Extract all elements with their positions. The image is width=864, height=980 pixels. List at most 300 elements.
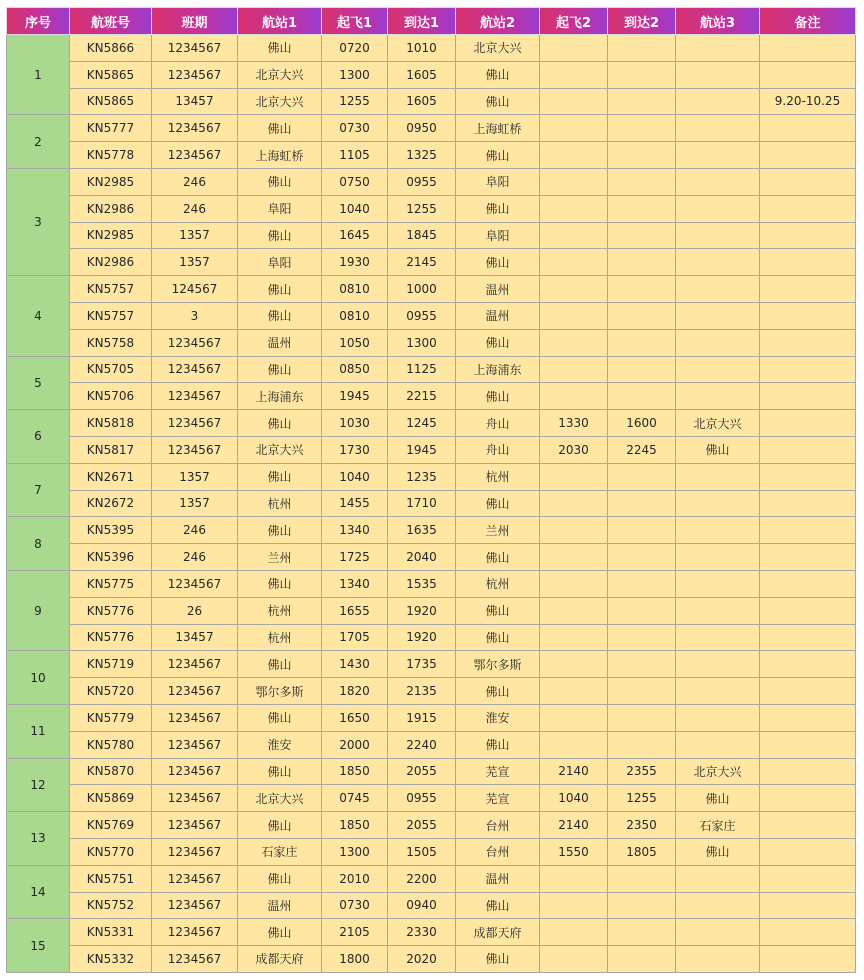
flight-no-cell: KN5705 <box>70 356 152 383</box>
remarks-cell <box>760 624 856 651</box>
station-1-cell: 上海虹桥 <box>238 142 322 169</box>
schedule-cell: 1234567 <box>152 356 238 383</box>
arrive-2-cell: 2350 <box>608 812 676 839</box>
table-row <box>7 222 856 249</box>
table-row <box>7 383 856 410</box>
arrive-1-cell: 1845 <box>388 222 456 249</box>
schedule-cell: 1234567 <box>152 142 238 169</box>
station-3-cell <box>676 168 760 195</box>
schedule-cell: 246 <box>152 168 238 195</box>
remarks-cell <box>760 919 856 946</box>
flight-no-cell: KN5779 <box>70 704 152 731</box>
flight-no-cell: KN5331 <box>70 919 152 946</box>
remarks-cell <box>760 329 856 356</box>
flight-no-cell: KN5396 <box>70 544 152 571</box>
depart-1-cell: 1040 <box>322 195 388 222</box>
table-row <box>7 865 856 892</box>
remarks-cell <box>760 35 856 62</box>
table-row <box>7 249 856 276</box>
station-2-cell: 佛山 <box>456 142 540 169</box>
flight-no-cell: KN5817 <box>70 436 152 463</box>
depart-1-cell: 1105 <box>322 142 388 169</box>
station-1-cell: 淮安 <box>238 731 322 758</box>
arrive-2-cell <box>608 517 676 544</box>
station-3-cell <box>676 356 760 383</box>
arrive-2-cell <box>608 946 676 973</box>
station-3-cell <box>676 302 760 329</box>
schedule-cell: 246 <box>152 544 238 571</box>
flight-no-cell: KN5395 <box>70 517 152 544</box>
station-3-cell: 石家庄 <box>676 812 760 839</box>
schedule-cell: 1234567 <box>152 704 238 731</box>
station-3-cell <box>676 249 760 276</box>
station-2-cell: 佛山 <box>456 329 540 356</box>
schedule-cell: 1357 <box>152 490 238 517</box>
schedule-cell: 1357 <box>152 222 238 249</box>
arrive-1-cell: 2200 <box>388 865 456 892</box>
schedule-cell: 1234567 <box>152 758 238 785</box>
depart-2-cell: 2140 <box>540 812 608 839</box>
arrive-1-cell: 0950 <box>388 115 456 142</box>
table-row <box>7 517 856 544</box>
station-1-cell: 佛山 <box>238 517 322 544</box>
station-2-cell: 淮安 <box>456 704 540 731</box>
depart-1-cell: 2010 <box>322 865 388 892</box>
station-1-cell: 北京大兴 <box>238 785 322 812</box>
depart-1-cell: 0730 <box>322 115 388 142</box>
schedule-cell: 13457 <box>152 624 238 651</box>
remarks-cell <box>760 249 856 276</box>
header-arrive-1: 到达1 <box>388 8 456 35</box>
table-row <box>7 758 856 785</box>
arrive-2-cell <box>608 222 676 249</box>
table-body <box>7 35 856 973</box>
station-2-cell: 佛山 <box>456 544 540 571</box>
station-3-cell <box>676 142 760 169</box>
flight-no-cell: KN5770 <box>70 838 152 865</box>
remarks-cell <box>760 276 856 303</box>
remarks-cell <box>760 195 856 222</box>
depart-1-cell: 1725 <box>322 544 388 571</box>
depart-2-cell <box>540 865 608 892</box>
depart-2-cell <box>540 195 608 222</box>
arrive-1-cell: 2240 <box>388 731 456 758</box>
table-row <box>7 597 856 624</box>
station-1-cell: 佛山 <box>238 35 322 62</box>
arrive-2-cell <box>608 651 676 678</box>
schedule-cell: 1234567 <box>152 570 238 597</box>
station-3-cell <box>676 329 760 356</box>
table-row <box>7 570 856 597</box>
table-row <box>7 838 856 865</box>
group-index-cell: 9 <box>7 570 70 650</box>
station-2-cell: 上海浦东 <box>456 356 540 383</box>
depart-2-cell <box>540 168 608 195</box>
header-row <box>7 8 856 35</box>
remarks-cell <box>760 812 856 839</box>
depart-2-cell <box>540 544 608 571</box>
station-1-cell: 佛山 <box>238 302 322 329</box>
depart-1-cell: 0730 <box>322 892 388 919</box>
group-index-cell: 5 <box>7 356 70 410</box>
header-arrive-2: 到达2 <box>608 8 676 35</box>
schedule-cell: 1234567 <box>152 329 238 356</box>
arrive-2-cell <box>608 731 676 758</box>
header-station-1: 航站1 <box>238 8 322 35</box>
flight-no-cell: KN5757 <box>70 276 152 303</box>
table-row <box>7 276 856 303</box>
station-2-cell: 芜宣 <box>456 785 540 812</box>
table-row <box>7 704 856 731</box>
remarks-cell <box>760 142 856 169</box>
arrive-2-cell <box>608 356 676 383</box>
arrive-2-cell <box>608 302 676 329</box>
remarks-cell <box>760 946 856 973</box>
schedule-cell: 1234567 <box>152 785 238 812</box>
depart-1-cell: 1820 <box>322 678 388 705</box>
station-3-cell <box>676 544 760 571</box>
station-3-cell <box>676 678 760 705</box>
station-2-cell: 成都天府 <box>456 919 540 946</box>
flight-no-cell: KN5706 <box>70 383 152 410</box>
table-row <box>7 410 856 437</box>
remarks-cell <box>760 651 856 678</box>
arrive-2-cell <box>608 115 676 142</box>
station-2-cell: 佛山 <box>456 249 540 276</box>
table-row <box>7 624 856 651</box>
arrive-1-cell: 1710 <box>388 490 456 517</box>
table-row <box>7 544 856 571</box>
depart-1-cell: 1300 <box>322 838 388 865</box>
schedule-cell: 3 <box>152 302 238 329</box>
remarks-cell <box>760 61 856 88</box>
station-3-cell: 北京大兴 <box>676 758 760 785</box>
table-row <box>7 329 856 356</box>
station-1-cell: 佛山 <box>238 115 322 142</box>
arrive-2-cell <box>608 597 676 624</box>
flight-no-cell: KN5751 <box>70 865 152 892</box>
arrive-1-cell: 1325 <box>388 142 456 169</box>
schedule-cell: 1234567 <box>152 651 238 678</box>
depart-2-cell: 1550 <box>540 838 608 865</box>
arrive-2-cell <box>608 570 676 597</box>
table-row <box>7 812 856 839</box>
schedule-cell: 1234567 <box>152 731 238 758</box>
arrive-2-cell <box>608 88 676 115</box>
depart-1-cell: 1050 <box>322 329 388 356</box>
depart-1-cell: 1650 <box>322 704 388 731</box>
arrive-1-cell: 1255 <box>388 195 456 222</box>
schedule-cell: 1234567 <box>152 919 238 946</box>
schedule-cell: 1234567 <box>152 946 238 973</box>
station-1-cell: 阜阳 <box>238 195 322 222</box>
depart-2-cell <box>540 356 608 383</box>
header-station-3: 航站3 <box>676 8 760 35</box>
schedule-cell: 1357 <box>152 463 238 490</box>
depart-1-cell: 0745 <box>322 785 388 812</box>
remarks-cell <box>760 570 856 597</box>
station-2-cell: 舟山 <box>456 410 540 437</box>
station-1-cell: 杭州 <box>238 597 322 624</box>
depart-2-cell <box>540 919 608 946</box>
schedule-cell: 1234567 <box>152 892 238 919</box>
table-row <box>7 678 856 705</box>
station-2-cell: 温州 <box>456 865 540 892</box>
remarks-cell <box>760 115 856 142</box>
station-1-cell: 佛山 <box>238 276 322 303</box>
station-3-cell <box>676 517 760 544</box>
station-2-cell: 阜阳 <box>456 222 540 249</box>
arrive-2-cell <box>608 490 676 517</box>
remarks-cell <box>760 410 856 437</box>
station-1-cell: 北京大兴 <box>238 61 322 88</box>
station-1-cell: 杭州 <box>238 490 322 517</box>
remarks-cell <box>760 758 856 785</box>
arrive-2-cell <box>608 678 676 705</box>
arrive-1-cell: 1920 <box>388 624 456 651</box>
depart-1-cell: 1800 <box>322 946 388 973</box>
depart-1-cell: 1340 <box>322 570 388 597</box>
header-depart-1: 起飞1 <box>322 8 388 35</box>
flight-no-cell: KN5719 <box>70 651 152 678</box>
arrive-1-cell: 0955 <box>388 168 456 195</box>
table-row <box>7 651 856 678</box>
depart-2-cell <box>540 383 608 410</box>
station-2-cell: 佛山 <box>456 383 540 410</box>
group-index-cell: 13 <box>7 812 70 866</box>
depart-2-cell <box>540 463 608 490</box>
table-row <box>7 946 856 973</box>
remarks-cell <box>760 517 856 544</box>
arrive-2-cell <box>608 142 676 169</box>
depart-2-cell <box>540 88 608 115</box>
arrive-1-cell: 2020 <box>388 946 456 973</box>
station-2-cell: 佛山 <box>456 624 540 651</box>
arrive-1-cell: 1605 <box>388 88 456 115</box>
group-index-cell: 2 <box>7 115 70 169</box>
arrive-1-cell: 1915 <box>388 704 456 731</box>
table-row <box>7 142 856 169</box>
arrive-2-cell <box>608 35 676 62</box>
station-3-cell: 佛山 <box>676 785 760 812</box>
depart-2-cell <box>540 490 608 517</box>
station-3-cell <box>676 892 760 919</box>
station-2-cell: 佛山 <box>456 946 540 973</box>
arrive-2-cell <box>608 865 676 892</box>
arrive-2-cell <box>608 704 676 731</box>
station-1-cell: 佛山 <box>238 758 322 785</box>
depart-2-cell <box>540 276 608 303</box>
table-row <box>7 892 856 919</box>
depart-1-cell: 0810 <box>322 276 388 303</box>
arrive-1-cell: 1010 <box>388 35 456 62</box>
depart-1-cell: 1850 <box>322 812 388 839</box>
station-3-cell <box>676 276 760 303</box>
table-row <box>7 168 856 195</box>
station-1-cell: 佛山 <box>238 463 322 490</box>
flight-no-cell: KN2985 <box>70 222 152 249</box>
header-index: 序号 <box>7 8 70 35</box>
depart-1-cell: 1850 <box>322 758 388 785</box>
depart-2-cell <box>540 302 608 329</box>
station-2-cell: 温州 <box>456 302 540 329</box>
group-index-cell: 10 <box>7 651 70 705</box>
flight-no-cell: KN5869 <box>70 785 152 812</box>
station-3-cell <box>676 463 760 490</box>
group-index-cell: 1 <box>7 35 70 115</box>
group-index-cell: 14 <box>7 865 70 919</box>
depart-2-cell <box>540 222 608 249</box>
depart-1-cell: 1430 <box>322 651 388 678</box>
depart-1-cell: 1300 <box>322 61 388 88</box>
station-3-cell: 佛山 <box>676 436 760 463</box>
remarks-cell <box>760 785 856 812</box>
group-index-cell: 12 <box>7 758 70 812</box>
depart-1-cell: 2000 <box>322 731 388 758</box>
table-row <box>7 302 856 329</box>
station-2-cell: 佛山 <box>456 61 540 88</box>
flight-no-cell: KN5757 <box>70 302 152 329</box>
station-3-cell <box>676 865 760 892</box>
arrive-1-cell: 1605 <box>388 61 456 88</box>
group-index-cell: 3 <box>7 168 70 275</box>
depart-2-cell <box>540 61 608 88</box>
station-3-cell <box>676 222 760 249</box>
depart-1-cell: 1340 <box>322 517 388 544</box>
flight-no-cell: KN5865 <box>70 88 152 115</box>
station-2-cell: 兰州 <box>456 517 540 544</box>
arrive-2-cell <box>608 383 676 410</box>
schedule-cell: 1234567 <box>152 838 238 865</box>
schedule-cell: 1234567 <box>152 678 238 705</box>
group-index-cell: 7 <box>7 463 70 517</box>
depart-2-cell: 1330 <box>540 410 608 437</box>
remarks-cell <box>760 704 856 731</box>
flight-schedule-table <box>6 7 856 973</box>
arrive-1-cell: 1735 <box>388 651 456 678</box>
schedule-cell: 1234567 <box>152 383 238 410</box>
depart-1-cell: 0720 <box>322 35 388 62</box>
table-row <box>7 490 856 517</box>
group-index-cell: 15 <box>7 919 70 973</box>
remarks-cell <box>760 892 856 919</box>
header-remarks: 备注 <box>760 8 856 35</box>
station-3-cell <box>676 195 760 222</box>
depart-2-cell <box>540 624 608 651</box>
arrive-2-cell: 1600 <box>608 410 676 437</box>
schedule-cell: 1234567 <box>152 61 238 88</box>
schedule-cell: 1234567 <box>152 115 238 142</box>
schedule-cell: 26 <box>152 597 238 624</box>
depart-2-cell: 2140 <box>540 758 608 785</box>
schedule-cell: 1234567 <box>152 410 238 437</box>
arrive-1-cell: 2215 <box>388 383 456 410</box>
station-2-cell: 佛山 <box>456 490 540 517</box>
flight-no-cell: KN5866 <box>70 35 152 62</box>
depart-1-cell: 1455 <box>322 490 388 517</box>
remarks-cell <box>760 490 856 517</box>
station-2-cell: 舟山 <box>456 436 540 463</box>
flight-no-cell: KN5769 <box>70 812 152 839</box>
arrive-2-cell: 2355 <box>608 758 676 785</box>
arrive-2-cell <box>608 195 676 222</box>
table-row <box>7 436 856 463</box>
station-3-cell <box>676 115 760 142</box>
remarks-cell <box>760 168 856 195</box>
station-1-cell: 石家庄 <box>238 838 322 865</box>
station-3-cell <box>676 490 760 517</box>
arrive-1-cell: 1235 <box>388 463 456 490</box>
header-schedule: 班期 <box>152 8 238 35</box>
station-1-cell: 佛山 <box>238 865 322 892</box>
arrive-2-cell <box>608 329 676 356</box>
depart-2-cell <box>540 597 608 624</box>
depart-2-cell <box>540 704 608 731</box>
flight-no-cell: KN2672 <box>70 490 152 517</box>
remarks-cell <box>760 383 856 410</box>
arrive-2-cell <box>608 919 676 946</box>
arrive-2-cell: 1805 <box>608 838 676 865</box>
arrive-2-cell <box>608 61 676 88</box>
arrive-1-cell: 1635 <box>388 517 456 544</box>
schedule-cell: 13457 <box>152 88 238 115</box>
schedule-cell: 246 <box>152 195 238 222</box>
schedule-cell: 124567 <box>152 276 238 303</box>
depart-2-cell <box>540 249 608 276</box>
depart-1-cell: 1655 <box>322 597 388 624</box>
table-row <box>7 115 856 142</box>
remarks-cell <box>760 678 856 705</box>
depart-1-cell: 0750 <box>322 168 388 195</box>
remarks-cell <box>760 731 856 758</box>
arrive-1-cell: 1945 <box>388 436 456 463</box>
station-1-cell: 杭州 <box>238 624 322 651</box>
station-2-cell: 杭州 <box>456 570 540 597</box>
remarks-cell <box>760 597 856 624</box>
depart-1-cell: 2105 <box>322 919 388 946</box>
arrive-1-cell: 1125 <box>388 356 456 383</box>
table-row <box>7 35 856 62</box>
table-row <box>7 88 856 115</box>
arrive-1-cell: 1535 <box>388 570 456 597</box>
schedule-cell: 1234567 <box>152 436 238 463</box>
station-3-cell: 佛山 <box>676 838 760 865</box>
station-2-cell: 上海虹桥 <box>456 115 540 142</box>
station-1-cell: 温州 <box>238 329 322 356</box>
group-index-cell: 6 <box>7 410 70 464</box>
depart-2-cell <box>540 142 608 169</box>
station-1-cell: 佛山 <box>238 410 322 437</box>
station-3-cell <box>676 651 760 678</box>
depart-1-cell: 1255 <box>322 88 388 115</box>
depart-2-cell <box>540 35 608 62</box>
station-2-cell: 佛山 <box>456 731 540 758</box>
flight-no-cell: KN5780 <box>70 731 152 758</box>
remarks-cell <box>760 356 856 383</box>
schedule-cell: 1234567 <box>152 865 238 892</box>
flight-no-cell: KN5720 <box>70 678 152 705</box>
depart-2-cell <box>540 892 608 919</box>
arrive-2-cell: 1255 <box>608 785 676 812</box>
station-1-cell: 阜阳 <box>238 249 322 276</box>
station-1-cell: 佛山 <box>238 168 322 195</box>
remarks-cell <box>760 544 856 571</box>
remarks-cell <box>760 222 856 249</box>
arrive-2-cell: 2245 <box>608 436 676 463</box>
table-row <box>7 463 856 490</box>
station-1-cell: 佛山 <box>238 651 322 678</box>
station-2-cell: 台州 <box>456 812 540 839</box>
